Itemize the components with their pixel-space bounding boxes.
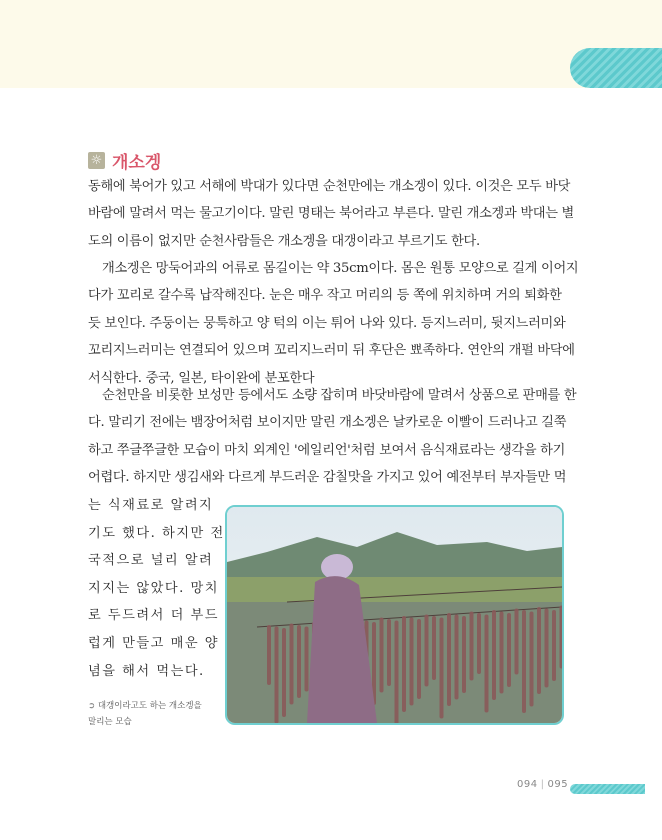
dried-fish [387,619,391,686]
paragraph-3-continued [88,492,225,685]
dried-fish [402,616,406,712]
dried-fish [305,627,309,692]
dried-fish [440,618,444,719]
text-line: 동해에 북어가 있고 서해에 박대가 있다면 순천만에는 개소겡이 있다. 이것은 모두 바닷 [88,179,571,194]
sun-icon: ☼ [88,152,105,169]
dried-fish [425,615,429,687]
dried-fish [537,607,541,694]
dried-fish [507,613,511,687]
page-separator: | [540,779,545,790]
dried-fish [447,613,451,706]
section-title: 개소겡 [112,153,162,173]
dried-fish [500,612,504,694]
text-line: 기도 했다. 하지만 전 [88,525,225,541]
dried-fish [282,628,286,717]
dried-fish [417,619,421,699]
page-number-left: 094 [517,779,538,790]
header-band [0,0,662,88]
text-line: 로 두드려서 더 부드 [88,608,219,624]
text-line: 국적으로 널리 알려 [88,553,214,569]
dried-fish [477,613,481,674]
dried-fish [290,624,294,705]
dried-fish [530,612,534,707]
text-line: 순천만을 비롯한 보성만 등에서도 소량 잡히며 바닷바람에 말려서 상품으로 판매를 한 [102,388,577,403]
dried-fish [492,610,496,700]
text-line: 어렵다. 하지만 생김새와 다르게 부드러운 감칠맛을 가지고 있어 예전부터 부자들만 먹 [88,470,567,486]
dried-fish [395,621,399,724]
text-line: 럽게 만들고 매운 양 [88,635,219,651]
dried-fish [297,625,301,698]
text-line: 하고 쭈글쭈글한 모습이 마치 외계인 '에일리언'처럼 보여서 음식재료라는 생각을 하기 [88,442,566,458]
dried-fish [522,610,526,713]
caption-line: 말리는 모습 [88,717,132,727]
caption-line: 대갱이라고도 하는 개소겡을 [97,701,202,711]
dried-fish [470,612,474,681]
dried-fish [432,616,436,680]
dried-fish [552,610,556,681]
dried-fish [267,625,271,685]
text-line: 는 식재료로 알려지 [88,498,214,513]
dried-fish [380,618,384,693]
photo-caption [88,698,202,730]
text-line: 도의 이름이 없지만 순천사람들은 개소겡을 대갱이라고 부르기도 한다. [88,233,480,249]
arrow-circle-icon: ➲ [88,701,96,711]
paragraph-1 [88,173,576,255]
footer-bar-decoration [570,784,645,794]
text-line: 다가 꼬리로 갈수록 납작해진다. 눈은 매우 작고 머리의 등 쪽에 위치하며 거의 퇴화한 [88,288,562,304]
dried-fish [560,606,563,669]
photo-drying-fish [225,505,564,725]
paragraph-2 [88,255,579,392]
text-line: 서식한다. 중국, 일본, 타이완에 분포한다 [88,370,315,386]
dried-fish [455,615,459,700]
dried-fish [275,627,279,724]
dried-fish [515,609,519,675]
page-numbers [517,779,568,790]
text-line: 바람에 말려서 먹는 물고기이다. 말린 명태는 북어라고 부른다. 말린 개소겡과 박대는 별 [88,206,574,222]
text-line: 념을 해서 먹는다. [88,663,205,679]
dried-fish [545,609,549,688]
text-line: 개소겡은 망둑어과의 어류로 몸길이는 약 35cm이다. 몸은 원통 모양으로 길게 이어지 [102,261,579,276]
page-number-right: 095 [547,779,569,790]
section-heading [88,148,161,173]
text-line: 듯 보인다. 주둥이는 뭉툭하고 양 턱의 이는 튀어 나와 있다. 등지느러미, 뒷지느러미와 [88,315,566,331]
text-line: 지지는 않았다. 망치 [88,580,219,596]
dried-fish [485,615,489,713]
text-line: 다. 말리기 전에는 뱀장어처럼 보이지만 말린 개소겡은 날카로운 이빨이 드러나고 길쭉 [88,415,567,431]
header-tab-decoration [570,48,662,88]
text-line: 꼬리지느러미는 연결되어 있으며 꼬리지느러미 뒤 후단은 뾰족하다. 연안의 개펄 바닥에 [88,343,575,359]
dried-fish [462,616,466,693]
paragraph-3 [88,382,576,492]
dried-fish [410,618,414,706]
